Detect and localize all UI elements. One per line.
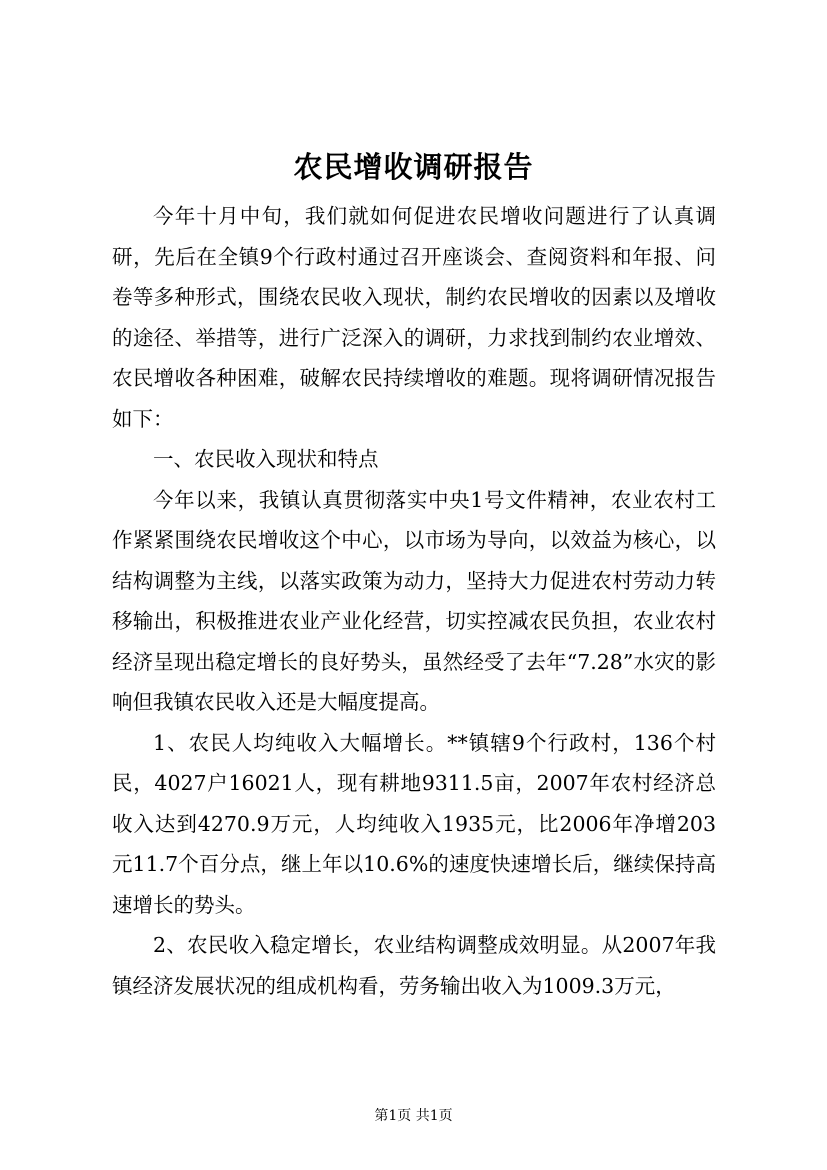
paragraph-point-2: 2、农民收入稳定增长，农业结构调整成效明显。从2007年我镇经济发展状况的组成机构看，劳务输出收入为1009.3万元， — [112, 933, 716, 998]
document-title: 农民增收调研报告 — [293, 150, 534, 184]
paragraph-intro: 今年十月中旬，我们就如何促进农民增收问题进行了认真调研，先后在全镇9个行政村通过召开座谈会、查阅资料和年报、问卷等多种形式，围绕农民收入现状，制约农民增收的因素以及增收的途径、举措等，进行广泛深入的调研，力求找到制约农业增效、农民增收各种困难，破解农民持续增收的难题。现将调研情况报告如下： — [112, 204, 716, 431]
paragraph-point-1: 1、农民人均纯收入大幅增长。**镇辖9个行政村，136个村民，4027户16021人，现有耕地9311.5亩，2007年农村经济总收入达到4270.9万元，人均纯收入1935元，比2006年净增203元11.7个百分点，继上年以10.6%的速度快速增长后，继续保持高速增长的势头。 — [112, 730, 716, 917]
document-body — [112, 196, 716, 1006]
section-heading: 一、农民收入现状和特点 — [153, 447, 379, 471]
paragraph-overview: 今年以来，我镇认真贯彻落实中央1号文件精神，农业农村工作紧紧围绕农民增收这个中心，以市场为导向，以效益为核心，以结构调整为主线，以落实政策为动力，坚持大力促进农村劳动力转移输出，积极推进农业产业化经营，切实控减农民负担，农业农村经济呈现出稳定增长的良好势头，虽然经受了去年“7.28”水灾的影响但我镇农民收入还是大幅度提高。 — [112, 487, 716, 714]
page-footer: 第1页 共1页 — [374, 1108, 453, 1124]
